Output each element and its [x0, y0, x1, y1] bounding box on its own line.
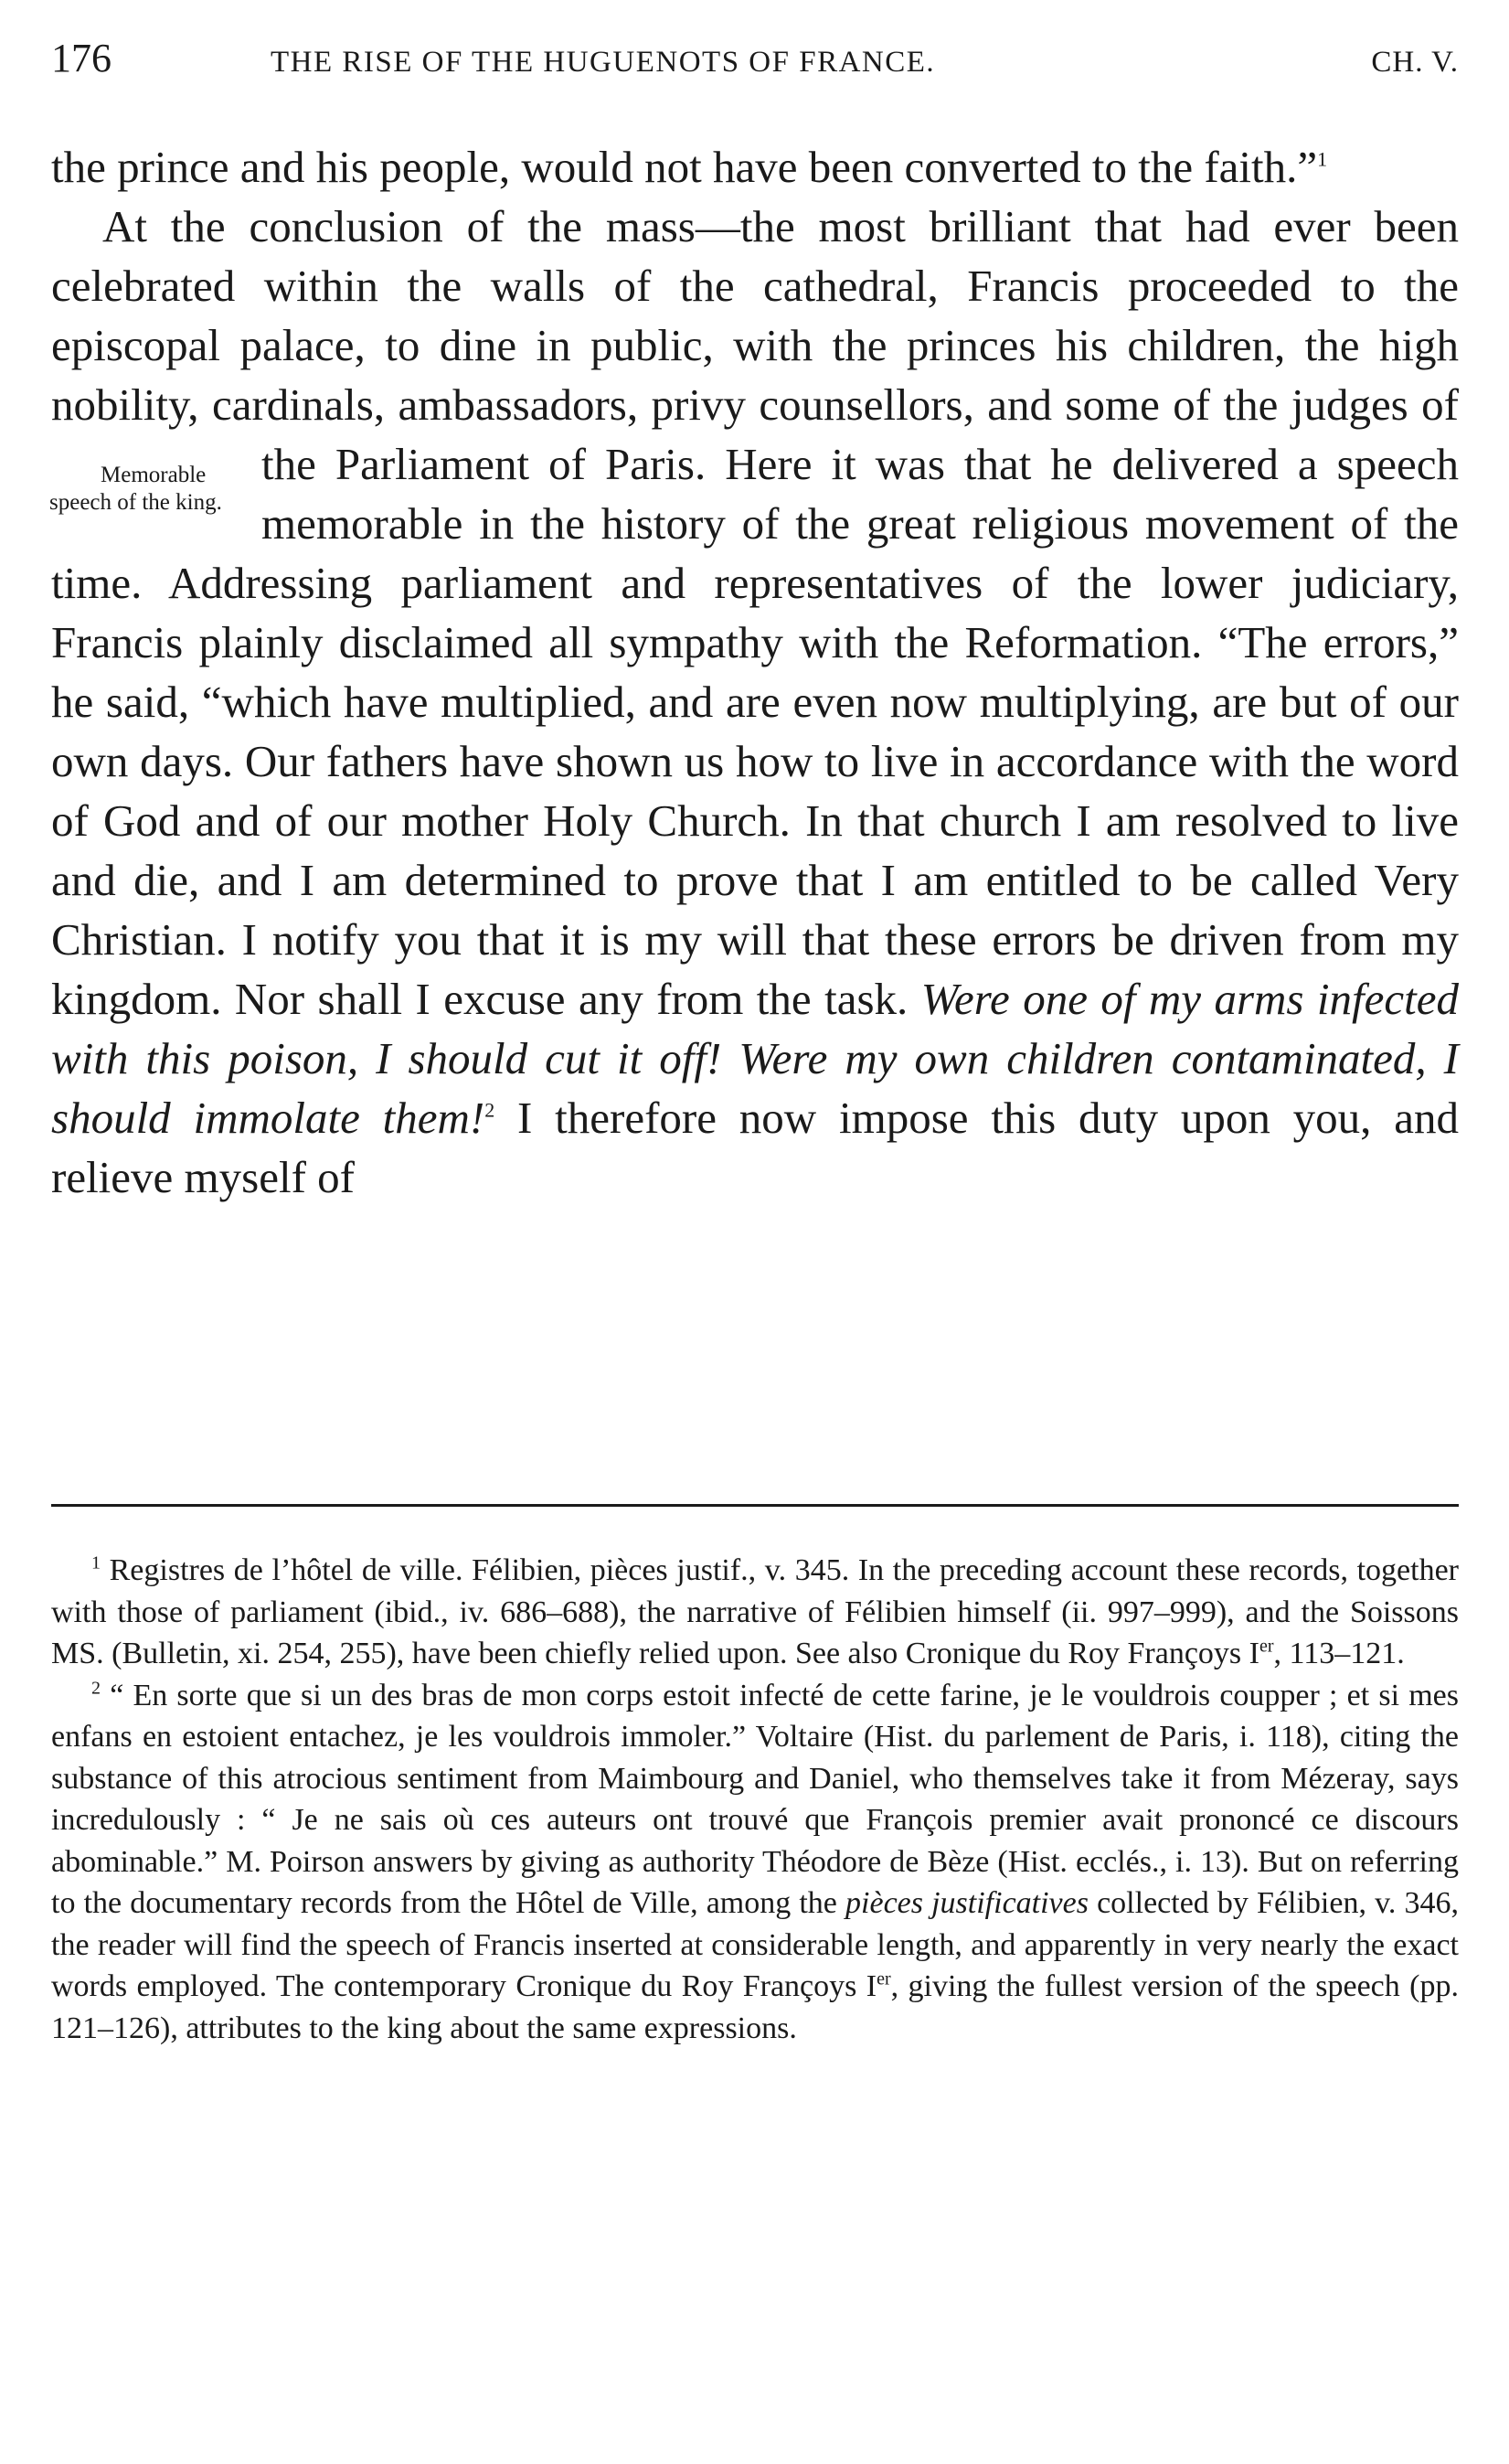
- footnote-2-text-b: collected by Félibien, v. 346, the reader will find the speech of Francis inserted at considerable length, and apparently in very nearly the exact words employed. The contemporary Cronique du Roy Françoys I: [51, 1886, 1460, 2003]
- page-header: [51, 35, 1459, 90]
- chapter-label: CH. V.: [1371, 46, 1459, 79]
- footnote-1-superscript: er: [1259, 1636, 1274, 1657]
- paragraph-2-middle: Paris. Here it was that he delivered a speech memorable in the history of the great religious movement of the time. Addressing parliament and representatives of the lower judiciary, Francis plainly disclaimed all sympathy with the Reformation. “The errors,” he said, “which have multiplied, and are even now multiplying, are but of our own days. Our fathers have shown us how to live in accordance with the word of God and of our mother Holy Church. In that church I am resolved to live and die, and I am determined to prove that I am entitled to be called Very Christian. I notify you that it is my will that these errors be driven from my kingdom. Nor shall I excuse any from the task.: [51, 439, 1460, 1024]
- footnote-divider: [51, 1504, 1459, 1507]
- paragraph-1: [51, 137, 1459, 197]
- page-number: 176: [51, 36, 112, 80]
- footnote-2: [51, 1675, 1459, 2050]
- paragraph-2-tail: I therefore now impose this duty upon you, and relieve myself of: [51, 1093, 1459, 1202]
- footnote-2-text-c: , giving the fullest version of the speech (pp. 121–126), attributes to the king about the same expressions.: [51, 1969, 1459, 2045]
- paragraph-2-lead: At the conclusion of the mass—the most brilliant that had ever been celebrated within the walls of the cathedral, Francis proceeded to the episcopal palace, to dine in public, with the princes his children, the high nobility, cardinals, ambassadors, privy counsellors, and some of the judges of the Parliament of: [51, 201, 1459, 489]
- footnotes: [51, 1550, 1459, 2049]
- running-title: THE RISE OF THE HUGUENOTS OF FRANCE.: [271, 46, 936, 79]
- main-text: [51, 137, 1459, 1207]
- footnote-1-tail: , 113–121.: [1273, 1637, 1405, 1670]
- footnote-2-italic: pièces justificatives: [845, 1886, 1089, 1920]
- footnote-2-text-a: “ En sorte que si un des bras de mon corps estoit infecté de cette farine, je le vouldrois coupper ; et si mes enfans en estoient entachez, je les vouldrois immoler.” Voltaire (Hist. du parlement de Paris, i. 118), citing the substance of this atrocious sentiment from Maimbourg and Daniel, who themselves take it from Mézeray, says incredulously : “ Je ne sais où ces auteurs ont trouvé que François premier avait prononcé ce discours abominable.” M. Poirson answers by giving as authority Théodore de Bèze (Hist. ecclés., i. 13). But on referring to the documentary records from the Hôtel de Ville, among the: [51, 1678, 1459, 1920]
- footnote-ref-2: 2: [484, 1098, 495, 1122]
- footnote-2-mark: 2: [91, 1678, 101, 1699]
- footnote-1-mark: 1: [91, 1552, 101, 1573]
- margin-note: Memorable speech of the king.: [49, 463, 222, 515]
- footnote-1-text: Registres de l’hôtel de ville. Félibien, pièces justif., v. 345. In the preceding account these records, together with those of parliament (ibid., iv. 686–688), the narrative of Félibien himself (ii. 997–999), and the Soissons MS. (Bulletin, xi. 254, 255), have been chiefly relied upon. See also Cronique du Roy Françoys I: [51, 1553, 1459, 1670]
- footnote-ref-1: 1: [1317, 147, 1328, 171]
- paragraph-1-text: the prince and his people, would not have been converted to the faith.”: [51, 142, 1318, 192]
- paragraph-2-italic-quote: Were one of my arms infected with this poison, I should cut it off! Were my own children contaminated, I should immolate them!: [51, 974, 1459, 1143]
- footnote-1: [51, 1550, 1459, 1675]
- footnote-2-superscript: er: [877, 1968, 891, 1989]
- paragraph-2: [51, 197, 1459, 1207]
